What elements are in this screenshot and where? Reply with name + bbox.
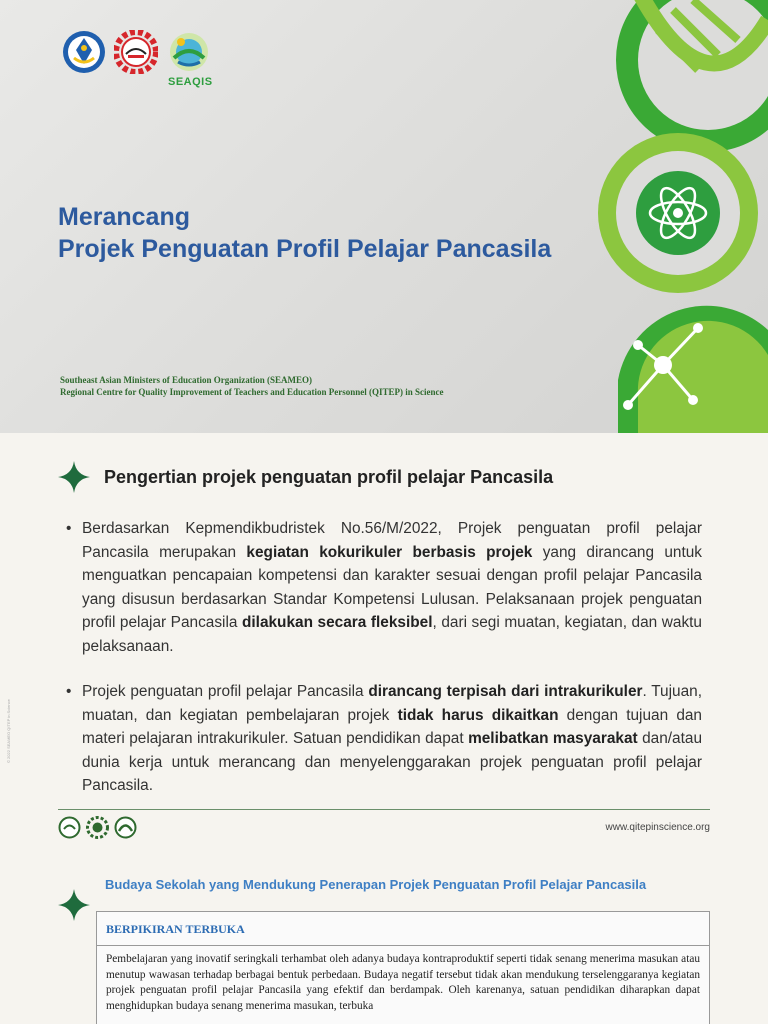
seameo-logo-icon bbox=[114, 30, 158, 74]
title-line-1: Merancang bbox=[58, 203, 190, 231]
bullet-list bbox=[66, 517, 702, 820]
footer-logo-icon bbox=[114, 816, 137, 839]
bullet-item bbox=[66, 680, 702, 798]
slide-title bbox=[58, 201, 551, 265]
title-line-2: Projek Penguatan Profil Pelajar Pancasila bbox=[58, 235, 552, 263]
seaqis-label: SEAQIS bbox=[168, 76, 213, 88]
seaqis-logo bbox=[166, 30, 216, 90]
box-text: Pembelajaran yang inovatif seringkali terhambat oleh adanya budaya kontraproduktif seperti tidak senang menerima masukan atau menutup wawasan terhadap berbagai bentuk perbedaan. Budaya negatif tersebut tidak akan mendukung terselenggaranya kegiatan projek penguatan profil pelajar Pancasila yang efektif dan berdampak. Oleh karenanya, satuan pendidikan diharapkan dapat menghidupkan budaya senang menerima masukan, terbuka bbox=[106, 953, 700, 1012]
org-line-2: Regional Centre for Quality Improvement of Teachers and Education Personnel (QITEP) in Science bbox=[60, 387, 444, 397]
bullet-dot-icon: • bbox=[66, 683, 72, 700]
slide-title: Budaya Sekolah yang Mendukung Penerapan Projek Penguatan Profil Pelajar Pancasila bbox=[105, 877, 647, 892]
bullet-item bbox=[66, 517, 702, 658]
kemdikbud-logo-icon bbox=[62, 30, 106, 74]
org-line-1: Southeast Asian Ministers of Education Organization (SEAMEO) bbox=[60, 375, 313, 385]
sparkle-star-icon bbox=[58, 461, 90, 493]
science-decoration-icon bbox=[598, 0, 768, 433]
culture-box bbox=[96, 911, 710, 1024]
copyright-note: © 2022 SEAMEO QITEP in Science bbox=[6, 699, 11, 763]
section-heading bbox=[58, 461, 553, 493]
logo-row bbox=[62, 30, 216, 90]
footer-logo-icon bbox=[58, 816, 81, 839]
sparkle-star-icon bbox=[58, 889, 90, 921]
box-heading: BERPIKIRAN TERBUKA bbox=[97, 912, 709, 946]
footer-divider bbox=[58, 809, 710, 810]
organization-caption bbox=[60, 374, 444, 398]
seaqis-logo-icon bbox=[166, 30, 210, 74]
heading-text: Pengertian projek penguatan profil pelajar Pancasila bbox=[104, 466, 554, 487]
title-slide bbox=[0, 0, 768, 433]
website-url: www.qitepinscience.org bbox=[605, 822, 710, 833]
footer-logos bbox=[58, 816, 137, 839]
school-culture-slide bbox=[0, 863, 768, 1024]
definition-slide bbox=[0, 433, 768, 863]
footer-logo-icon bbox=[86, 816, 109, 839]
bullet-dot-icon: • bbox=[66, 520, 72, 537]
bullet-text: Projek penguatan profil pelajar Pancasila dirancang terpisah dari intrakurikuler. Tujuan, muatan, dan kegiatan pembelajaran projek tidak harus dikaitkan dengan tujuan dan materi pelajaran intrakurikuler. Satuan pendidikan dapat melibatkan masyarakat dan/atau dunia kerja untuk merancang dan menyelenggarakan projek penguatan profil pelajar Pancasila. bbox=[82, 683, 702, 794]
bullet-text: Berdasarkan Kepmendikbudristek No.56/M/2022, Projek penguatan profil pelajar Pancasila merupakan kegiatan kokurikuler berbasis projek yang dirancang untuk menguatkan pencapaian kompetensi dan karakter sesuai dengan profil pelajar Pancasila yang disusun berdasarkan Standar Kompetensi Lulusan. Pelaksanaan projek penguatan profil pelajar Pancasila dilakukan secara fleksibel, dari segi muatan, kegiatan, dan waktu pelaksanaan. bbox=[82, 520, 702, 655]
